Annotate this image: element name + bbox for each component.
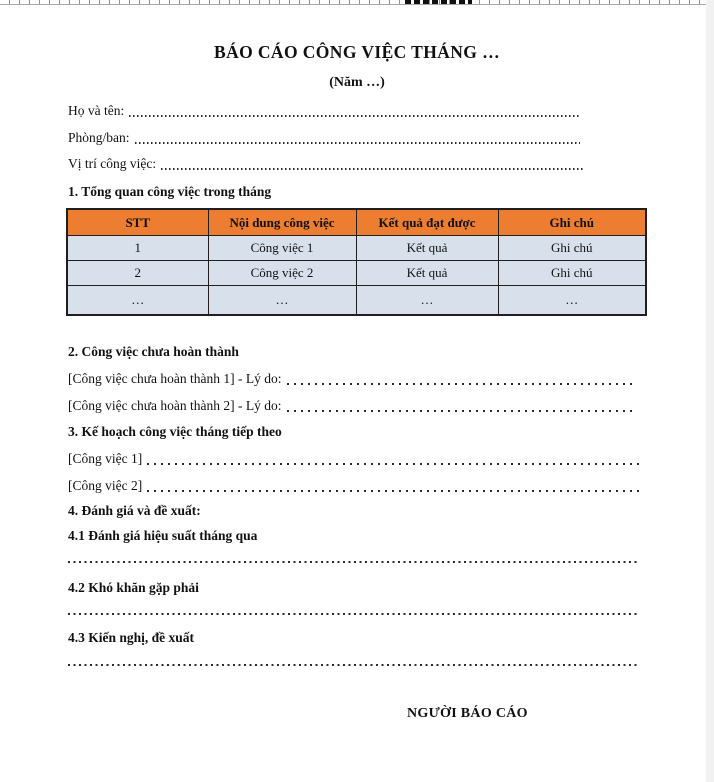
table-cell: Công việc 2 [208, 261, 356, 286]
line-label: [Công việc 1] [68, 451, 143, 466]
dotted-rule [68, 561, 637, 563]
unfinished-task-line [68, 370, 637, 388]
document-subtitle: (Năm …) [329, 75, 385, 90]
dotted-leader [287, 383, 637, 385]
field-full-name [68, 102, 580, 120]
field-label: Phòng/ban: [68, 130, 130, 145]
ruler-dash-marker [405, 0, 472, 4]
field-department [68, 129, 580, 147]
dotted-leader [287, 410, 637, 412]
section-2-heading: 2. Công việc chưa hoàn thành [68, 344, 239, 359]
field-label: Họ và tên: [68, 103, 125, 118]
signature-label: NGƯỜI BÁO CÁO [407, 706, 528, 721]
table-header-task: Nội dung công việc [208, 209, 356, 236]
table-header-row [67, 209, 646, 236]
table-header-note: Ghi chú [498, 209, 646, 236]
dotted-rule [68, 664, 637, 666]
dotted-rule [68, 613, 637, 615]
table-cell: … [498, 286, 646, 316]
table-cell: 1 [67, 236, 208, 261]
table-cell: 2 [67, 261, 208, 286]
field-job-position [68, 155, 583, 173]
line-label: [Công việc chưa hoàn thành 2] - Lý do: [68, 398, 282, 413]
dotted-leader [147, 490, 640, 492]
table-cell: … [208, 286, 356, 316]
section-4-1-heading: 4.1 Đánh giá hiệu suất tháng qua [68, 528, 258, 543]
work-overview-table [66, 208, 647, 316]
table-cell: … [67, 286, 208, 316]
line-label: [Công việc 2] [68, 478, 143, 493]
dotted-leader [129, 115, 580, 117]
table-header-stt: STT [67, 209, 208, 236]
table-row [67, 261, 646, 286]
section-4-3-heading: 4.3 Kiến nghị, đề xuất [68, 630, 195, 645]
section-3-heading: 3. Kế hoạch công việc tháng tiếp theo [68, 424, 282, 439]
plan-task-line [68, 477, 640, 495]
table-cell: … [356, 286, 498, 316]
table-cell: Công việc 1 [208, 236, 356, 261]
table-cell: Ghi chú [498, 261, 646, 286]
section-1-heading: 1. Tổng quan công việc trong tháng [68, 184, 272, 199]
dotted-leader [147, 463, 640, 465]
field-label: Vị trí công việc: [68, 156, 157, 171]
table-cell: Ghi chú [498, 236, 646, 261]
ruler [0, 0, 714, 5]
plan-task-line [68, 450, 640, 468]
table-row [67, 236, 646, 261]
dotted-leader [161, 168, 583, 170]
dotted-leader [135, 142, 580, 144]
table-header-result: Kết quả đạt được [356, 209, 498, 236]
unfinished-task-line [68, 397, 637, 415]
page-edge-strip [706, 0, 714, 782]
table-row [67, 286, 646, 316]
section-4-2-heading: 4.2 Khó khăn gặp phải [68, 580, 199, 595]
line-label: [Công việc chưa hoàn thành 1] - Lý do: [68, 371, 282, 386]
table-cell: Kết quả [356, 236, 498, 261]
document-title: BÁO CÁO CÔNG VIỆC THÁNG … [214, 42, 500, 62]
table-cell: Kết quả [356, 261, 498, 286]
section-4-heading: 4. Đánh giá và đề xuất: [68, 503, 201, 518]
